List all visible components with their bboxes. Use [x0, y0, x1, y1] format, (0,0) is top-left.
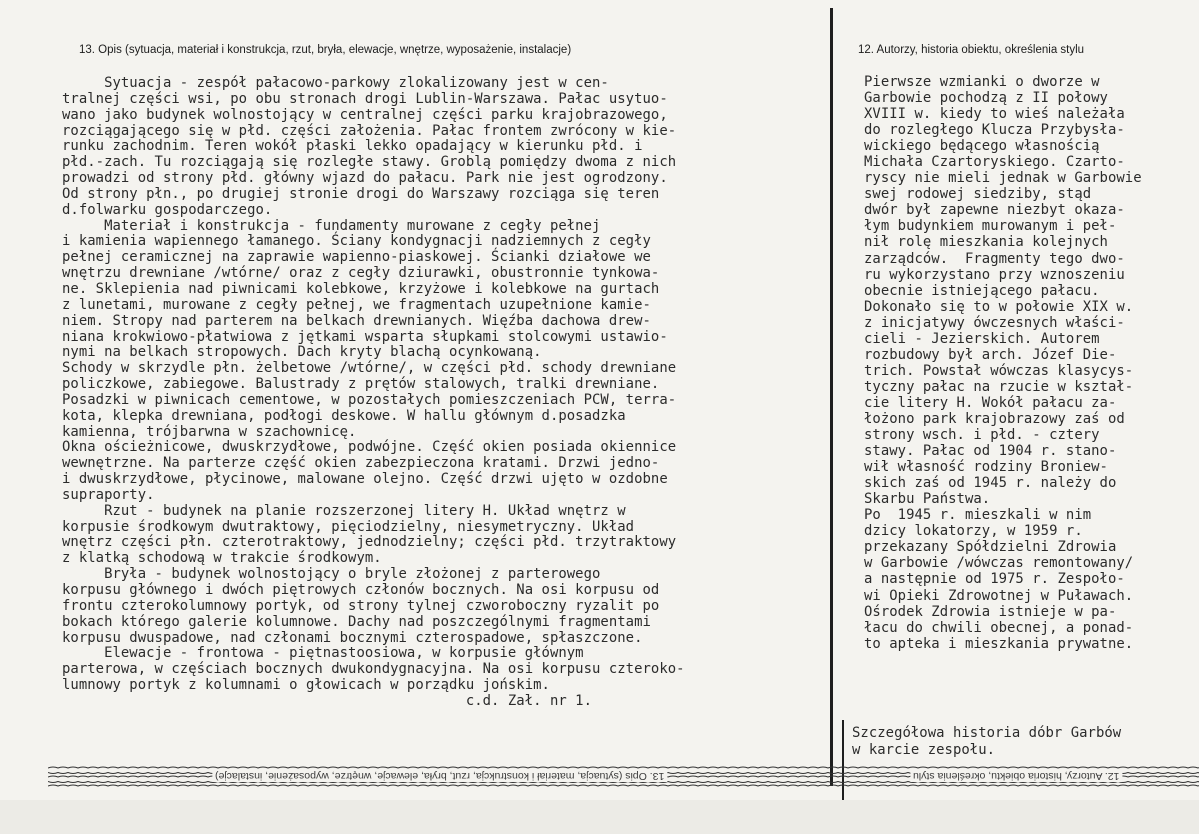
- text-line: nymi na belkach stropowych. Dach kryty blachą ocynkowaną.: [62, 344, 542, 361]
- text-line: kamienna, trójbarwna w szachownicę.: [62, 423, 357, 440]
- text-line: supraporty.: [62, 486, 155, 503]
- text-line: ru wykorzystano przy wznoszeniu: [864, 266, 1125, 283]
- text-line: trich. Powstał wówczas klasycys-: [864, 362, 1134, 379]
- text-line: kota, klepka drewniana, podłogi deskowe. W hallu głównym d.posadzka: [62, 407, 626, 424]
- wavy-rule-line: [48, 767, 1199, 768]
- text-line: bokach którego galerie kolumnowe. Dachy nad poszczególnymi fragmentami: [62, 613, 651, 630]
- text-line: ne. Sklepienia nad piwnicami kolebkowe, krzyżowe i kolebkowe na gurtach: [62, 280, 660, 297]
- text-line: wickiego będącego własnością: [864, 138, 1100, 155]
- text-line: frontu czterokolumnowy portyk, od strony tylnej czworoboczny ryzalit po: [62, 597, 660, 614]
- section-13-heading: 13. Opis (sytuacja, materiał i konstrukcja, rzut, bryła, elewacje, wnętrze, wyposażenie, instalacje): [79, 44, 572, 56]
- text-line: parterowa, w częściach bocznych dwukondygnacyjna. Na osi korpusu czteroko-: [62, 661, 685, 678]
- text-line: obecnie istniejącego pałacu.: [864, 282, 1100, 299]
- text-line: Rzut - budynek na planie rozszerzonej litery H. Układ wnętrz w: [62, 502, 626, 519]
- text-line: w Garbowie /wówczas remontowany/: [864, 555, 1134, 572]
- text-line: Po 1945 r. mieszkali w nim: [864, 507, 1092, 524]
- text-line: płd.-zach. Tu rozciągają się rozległe stawy. Groblą pomiędzy dwoma z nich: [62, 154, 677, 171]
- text-line: z klatką schodową w trakcie środkowym.: [62, 550, 382, 567]
- text-line: łożono park krajobrazowy zaś od: [864, 410, 1125, 427]
- text-line: i kamienia wapiennego łamanego. Ściany kondygnacji nadziemnych z cegły: [62, 233, 651, 250]
- text-line: to apteka i mieszkania prywatne.: [864, 635, 1134, 652]
- text-line: cieli - Jezierskich. Autorem: [864, 330, 1100, 347]
- text-line: rozciągającego się w płd. części założenia. Pałac frontem zwrócony w kie-: [62, 122, 677, 139]
- history-text: [864, 74, 1194, 652]
- text-line: rozbudowy był arch. Józef Die-: [864, 346, 1117, 363]
- text-line: przekazany Spółdzielni Zdrowia: [864, 539, 1117, 556]
- text-line: do rozległego Klucza Przybysła-: [864, 122, 1125, 139]
- text-line: wnętrz części płn. czterotraktowy, jednodzielny; części płd. trzytraktowy: [62, 534, 677, 551]
- section-12-heading: 12. Autorzy, historia obiektu, określenia stylu: [858, 44, 1085, 56]
- text-line: stawy. Pałac od 1904 r. stano-: [864, 443, 1117, 460]
- text-line: Elewacje - frontowa - piętnastoosiowa, w korpusie głównym: [62, 645, 584, 662]
- text-line: lumnowy portyk z kolumnami o głowicach w porządku jońskim.: [62, 677, 550, 694]
- text-line: z inicjatywy ówczesnych właści-: [864, 314, 1125, 331]
- wavy-rule-line: [48, 785, 1199, 786]
- text-line: ryscy nie mieli jednak w Garbowie: [864, 170, 1142, 187]
- text-line: tralnej części wsi, po obu stronach drogi Lublin-Warszawa. Pałac usytuo-: [62, 90, 668, 107]
- text-line: Dokonało się to w połowie XIX w.: [864, 298, 1134, 315]
- text-line: Schody w skrzydle płn. żelbetowe /wtórne/, w części płd. schody drewniane: [62, 360, 677, 377]
- text-line: skich zaś od 1945 r. należy do: [864, 475, 1117, 492]
- text-line: zarządców. Fragmenty tego dwo-: [864, 250, 1125, 267]
- text-line: prowadzi od strony płd. główny wjazd do pałacu. Park nie jest ogrodzony.: [62, 170, 668, 187]
- text-line: a następnie od 1975 r. Zespoło-: [864, 571, 1125, 588]
- text-line: c.d. Zał. nr 1.: [62, 692, 593, 709]
- text-line: runku zachodnim. Teren wokół płaski lekko opadający w kierunku płd. i: [62, 138, 643, 155]
- text-line: Ośrodek Zdrowia istnieje w pa-: [864, 603, 1117, 620]
- text-line: wnętrzu drewniane /wtórne/ oraz z cegły dziurawki, obustronnie tynkowa-: [62, 265, 660, 282]
- text-line: Materiał i konstrukcja - fundamenty murowane z cegły pełnej: [62, 217, 601, 234]
- history-note: [852, 725, 1192, 759]
- text-line: pełnej ceramicznej na zaprawie wapienno-piaskowej. Ścianki działowe we: [62, 249, 651, 266]
- text-line: niem. Stropy nad parterem na belkach drewnianych. Więźba dachowa drew-: [62, 312, 651, 329]
- text-line: tyczny pałac na rzucie w kształ-: [864, 378, 1134, 395]
- text-line: policzkowe, zabiegowe. Balustrady z prętów stalowych, tralki drewniane.: [62, 376, 660, 393]
- text-line: wano jako budynek wolnostojący w centralnej części parku krajobrazowego,: [62, 106, 668, 123]
- text-line: Szczegółowa historia dóbr Garbów: [852, 725, 1122, 741]
- text-line: XVIII w. kiedy to wieś należała: [864, 106, 1125, 123]
- text-line: niana krokwiowo-płatwiowa z jętkami wsparta słupkami stolcowymi ustawio-: [62, 328, 668, 345]
- text-line: łym budynkiem murowanym i peł-: [864, 218, 1117, 235]
- text-line: Okna ościeżnicowe, dwuskrzydłowe, podwójne. Część okien posiada okiennice: [62, 439, 677, 456]
- text-line: korpusu dwuspadowe, nad członami bocznymi czterospadowe, spłaszczone.: [62, 629, 643, 646]
- text-line: korpusie środkowym dwutraktowy, pięciodzielny, niesymetryczny. Układ: [62, 518, 635, 535]
- text-line: korpusu głównego i dwóch piętrowych członów bocznych. Na osi korpusu od: [62, 582, 660, 598]
- text-line: nił rolę mieszkania kolejnych: [864, 234, 1108, 251]
- text-line: Bryła - budynek wolnostojący o bryle złożonej z parterowego: [62, 566, 601, 583]
- text-line: dzicy lokatorzy, w 1959 r.: [864, 523, 1083, 540]
- description-text: [62, 76, 830, 710]
- text-line: d.folwarku gospodarczego.: [62, 201, 273, 218]
- text-line: dwór był zapewne niezbyt okaza-: [864, 202, 1125, 219]
- text-line: Garbowie pochodzą z II połowy: [864, 90, 1108, 107]
- text-line: Posadzki w piwnicach cementowe, w pozostałych pomieszczeniach PCW, terra-: [62, 391, 677, 408]
- page-bottom-margin: [0, 800, 1199, 834]
- text-line: i dwuskrzydłowe, płycinowe, malowane olejno. Część drzwi ujęto w ozdobne: [62, 471, 668, 488]
- text-line: Michała Czartoryskiego. Czarto-: [864, 154, 1125, 171]
- text-line: łacu do chwili obecnej, a ponad-: [864, 619, 1134, 636]
- text-line: z lunetami, murowane z cegły pełnej, we fragmentach uzupełnione kamie-: [62, 296, 651, 313]
- text-line: wewnętrzne. Na parterze część okien zabezpieczona kratami. Drzwi jedno-: [62, 455, 660, 472]
- text-line: wi Opieki Zdrowotnej w Puławach.: [864, 587, 1134, 604]
- footer-mirrored-left: 13. Opis (sytuacja, materiał i konstrukcja, rzut, bryła, elewacje, wnętrze, wyposażenie, instalacje): [212, 770, 667, 782]
- text-line: wił własność rodziny Broniew-: [864, 459, 1108, 476]
- text-line: cie litery H. Wokół pałacu za-: [864, 394, 1117, 411]
- text-line: strony wsch. i płd. - cztery: [864, 427, 1100, 444]
- text-line: Od strony płn., po drugiej stronie drogi do Warszawy rozciąga się teren: [62, 185, 660, 202]
- text-line: Skarbu Państwa.: [864, 491, 991, 508]
- text-line: Sytuacja - zespół pałacowo-parkowy zlokalizowany jest w cen-: [62, 75, 609, 91]
- text-line: swej rodowej siedziby, stąd: [864, 186, 1092, 203]
- text-line: w karcie zespołu.: [852, 742, 996, 758]
- text-line: Pierwsze wzmianki o dworze w: [864, 74, 1100, 90]
- footer-mirrored-right: 12. Autorzy, historia obiektu, określenia stylu: [910, 770, 1122, 782]
- column-divider: [830, 8, 833, 786]
- footer-band: [48, 764, 1199, 790]
